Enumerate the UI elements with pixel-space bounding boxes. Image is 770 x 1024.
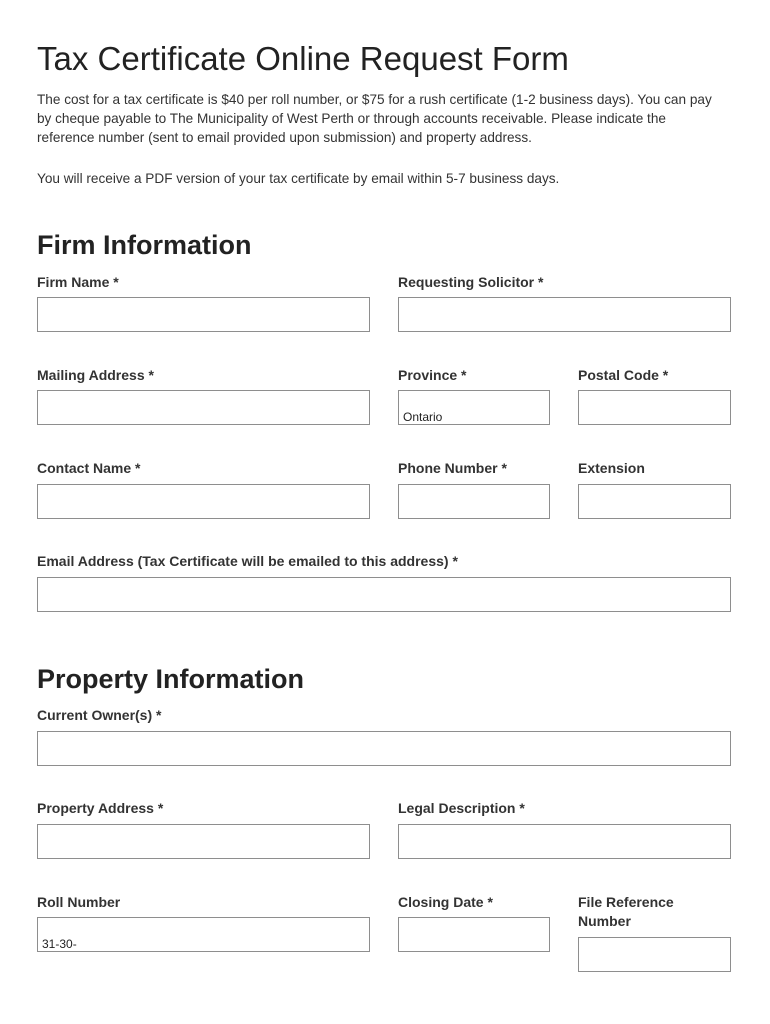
property-information-heading: Property Information	[37, 664, 305, 694]
intro-text: The cost for a tax certificate is $40 per roll number, or $75 for a rush certificate (1-2 business days). You can pay by cheque payable to The Municipality of West Perth or through accounts receivable. Please indicate the reference number (sent to email provided upon submission) and property address.	[37, 92, 712, 145]
current-owners-input[interactable]	[37, 731, 731, 766]
legal-description-input[interactable]	[398, 824, 731, 859]
extension-label: Extension	[578, 460, 645, 476]
firm-name-label: Firm Name *	[37, 274, 119, 290]
email-address-input[interactable]	[37, 577, 731, 612]
property-address-input[interactable]	[37, 824, 370, 859]
province-value: Ontario	[403, 410, 443, 424]
delivery-notice: You will receive a PDF version of your tax certificate by email within 5-7 business days.	[37, 171, 560, 186]
roll-number-input[interactable]	[37, 917, 370, 952]
firm-name-input[interactable]	[37, 297, 370, 332]
email-address-label: Email Address (Tax Certificate will be emailed to this address) *	[37, 553, 458, 569]
mailing-address-label: Mailing Address *	[37, 367, 154, 383]
current-owners-label: Current Owner(s) *	[37, 707, 162, 723]
postal-code-label: Postal Code *	[578, 367, 669, 383]
contact-name-label: Contact Name *	[37, 460, 141, 476]
phone-number-input[interactable]	[398, 484, 550, 519]
property-address-label: Property Address *	[37, 800, 164, 816]
province-input[interactable]	[398, 390, 550, 425]
postal-code-input[interactable]	[578, 390, 731, 425]
mailing-address-input[interactable]	[37, 390, 370, 425]
phone-number-label: Phone Number *	[398, 460, 507, 476]
closing-date-input[interactable]	[398, 917, 550, 952]
requesting-solicitor-label: Requesting Solicitor *	[398, 274, 544, 290]
file-reference-number-label: File Reference Number	[578, 894, 674, 929]
requesting-solicitor-input[interactable]	[398, 297, 731, 332]
legal-description-label: Legal Description *	[398, 800, 525, 816]
roll-number-label: Roll Number	[37, 894, 121, 910]
closing-date-label: Closing Date *	[398, 894, 493, 910]
province-label: Province *	[398, 367, 467, 383]
file-reference-number-input[interactable]	[578, 937, 731, 972]
firm-information-heading: Firm Information	[37, 230, 252, 260]
page-title: Tax Certificate Online Request Form	[37, 40, 569, 77]
extension-input[interactable]	[578, 484, 731, 519]
contact-name-input[interactable]	[37, 484, 370, 519]
roll-number-value: 31-30-	[42, 937, 77, 951]
